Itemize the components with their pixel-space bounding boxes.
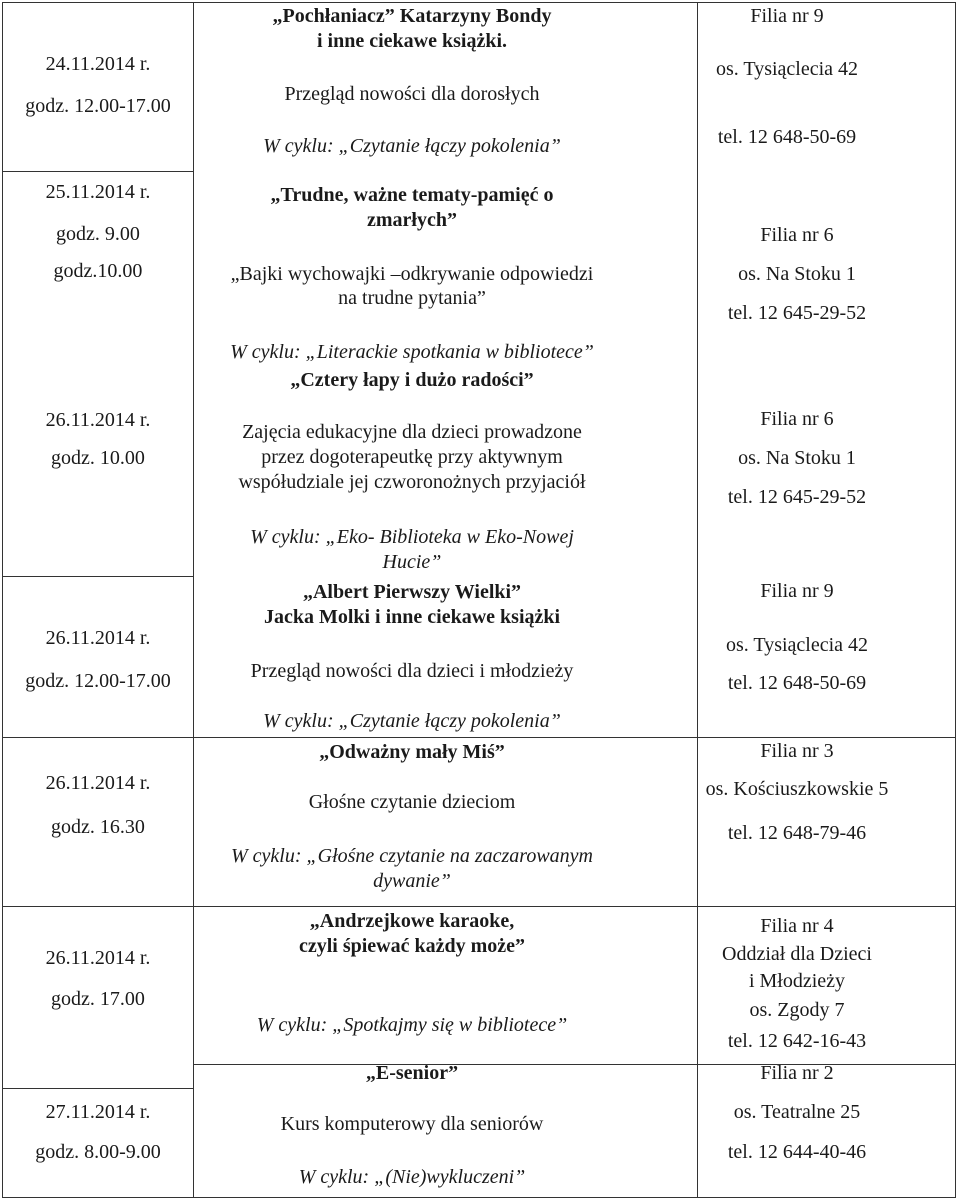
event-title: „Bajki wychowajki –odkrywanie odpowiedzi <box>230 263 594 285</box>
event-series: W cyklu: „Spotkajmy się w bibliotece” <box>256 1014 568 1036</box>
branch-name: Filia nr 2 <box>760 1062 834 1084</box>
time-text: godz.10.00 <box>53 260 143 282</box>
row-divider <box>2 171 194 172</box>
branch-address: os. Na Stoku 1 <box>738 263 856 285</box>
event-description: Głośne czytanie dzieciom <box>308 791 516 813</box>
event-description: przez dogoterapeutkę przy aktywnym <box>261 446 563 468</box>
branch-phone: tel. 12 645-29-52 <box>727 486 867 508</box>
date-text: 26.11.2014 r. <box>45 772 151 794</box>
table-border-bottom <box>2 1197 956 1198</box>
date-text: 26.11.2014 r. <box>45 947 151 969</box>
event-series: W cyklu: „Czytanie łączy pokolenia” <box>263 710 561 732</box>
branch-name: Filia nr 6 <box>760 224 834 246</box>
branch-name: Filia nr 9 <box>760 580 834 602</box>
event-description: Przegląd nowości dla dzieci i młodzieży <box>250 660 574 682</box>
time-text: godz. 12.00-17.00 <box>25 95 171 117</box>
row-divider <box>194 1064 956 1065</box>
time-text: godz. 17.00 <box>51 988 145 1010</box>
event-title: czyli śpiewać każdy może” <box>298 935 526 957</box>
row-divider <box>2 737 956 738</box>
branch-address: os. Tysiąclecia 42 <box>715 58 859 80</box>
branch-phone: tel. 12 644-40-46 <box>727 1141 867 1163</box>
branch-department: i Młodzieży <box>748 970 846 992</box>
event-title: „Pochłaniacz” Katarzyny Bondy <box>272 5 552 27</box>
branch-name: Filia nr 4 <box>760 915 834 937</box>
branch-address: os. Na Stoku 1 <box>738 447 856 469</box>
event-description: Przegląd nowości dla dorosłych <box>284 83 540 105</box>
branch-name: Filia nr 9 <box>750 5 824 27</box>
event-series: W cyklu: „(Nie)wykluczeni” <box>298 1166 526 1188</box>
event-title: „Odważny mały Miś” <box>319 741 505 763</box>
event-title: „Trudne, ważne tematy-pamięć o <box>270 184 554 206</box>
event-title: i inne ciekawe książki. <box>316 30 508 52</box>
event-title: zmarłych” <box>367 209 457 231</box>
branch-phone: tel. 12 645-29-52 <box>727 302 867 324</box>
event-series: W cyklu: „Czytanie łączy pokolenia” <box>263 135 561 157</box>
time-text: godz. 8.00-9.00 <box>35 1141 161 1163</box>
branch-department: Oddział dla Dzieci <box>722 943 872 965</box>
event-description: Kurs komputerowy dla seniorów <box>280 1113 544 1135</box>
event-title: na trudne pytania” <box>338 287 486 309</box>
row-divider <box>2 576 194 577</box>
event-description: współudziale jej czworonożnych przyjaciół <box>238 471 586 493</box>
branch-address: os. Teatralne 25 <box>733 1101 861 1123</box>
table-border-right <box>955 2 956 1198</box>
event-series: Hucie” <box>382 551 442 573</box>
table-border-left <box>2 2 3 1198</box>
date-text: 25.11.2014 r. <box>45 181 151 203</box>
branch-address: os. Tysiąclecia 42 <box>725 634 869 656</box>
event-title: „Cztery łapy i dużo radości” <box>290 369 534 391</box>
event-title: Jacka Molki i inne ciekawe książki <box>263 606 561 628</box>
row-divider <box>2 906 956 907</box>
event-title: „Albert Pierwszy Wielki” <box>302 581 522 603</box>
event-series: dywanie” <box>373 870 451 892</box>
event-series: W cyklu: „Eko- Biblioteka w Eko-Nowej <box>250 526 574 548</box>
branch-address: os. Zgody 7 <box>749 999 845 1021</box>
time-text: godz. 16.30 <box>51 816 145 838</box>
branch-phone: tel. 12 642-16-43 <box>727 1030 867 1052</box>
date-text: 27.11.2014 r. <box>45 1101 151 1123</box>
event-description: Zajęcia edukacyjne dla dzieci prowadzone <box>242 421 582 443</box>
date-text: 26.11.2014 r. <box>45 627 151 649</box>
event-title: „Andrzejkowe karaoke, <box>309 910 515 932</box>
time-text: godz. 9.00 <box>56 223 140 245</box>
time-text: godz. 12.00-17.00 <box>25 670 171 692</box>
event-series: W cyklu: „Głośne czytanie na zaczarowanym <box>231 845 593 867</box>
time-text: godz. 10.00 <box>51 447 145 469</box>
branch-name: Filia nr 3 <box>760 740 834 762</box>
column-divider-date <box>193 2 194 1198</box>
event-title: „E-senior” <box>365 1062 459 1084</box>
branch-phone: tel. 12 648-79-46 <box>727 822 867 844</box>
row-divider <box>2 1088 194 1089</box>
branch-name: Filia nr 6 <box>760 408 834 430</box>
branch-address: os. Kościuszkowskie 5 <box>705 778 889 800</box>
branch-phone: tel. 12 648-50-69 <box>717 126 857 148</box>
date-text: 26.11.2014 r. <box>45 409 151 431</box>
branch-phone: tel. 12 648-50-69 <box>727 672 867 694</box>
event-series: W cyklu: „Literackie spotkania w bibliotece” <box>230 341 594 363</box>
date-text: 24.11.2014 r. <box>45 53 151 75</box>
table-border-top <box>2 2 956 3</box>
column-divider-event <box>697 2 698 1198</box>
